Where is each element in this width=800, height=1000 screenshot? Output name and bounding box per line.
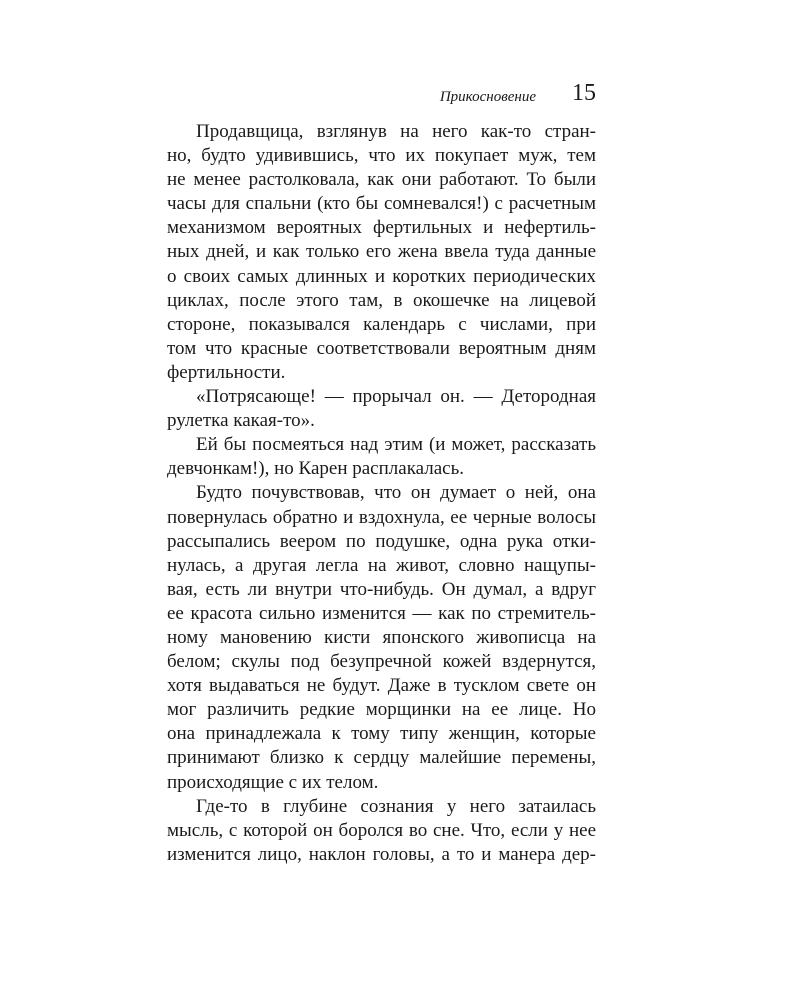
text-line: «Потрясающе! — прорычал он. — Детородная (196, 386, 596, 408)
text-line: хотя выдаваться не будут. Даже в тусклом свете он (167, 675, 596, 697)
text-line: девчонкам!), но Карен расплакалась. (167, 458, 465, 480)
body-text (167, 120, 596, 867)
text-line: нулась, а другая легла на живот, словно нащупы- (167, 554, 596, 576)
text-line: Продавщица, взглянув на него как-то стран- (196, 121, 596, 142)
text-line: том что красные соответствовали вероятным дням (167, 337, 596, 359)
text-line: рулетка какая-то». (167, 410, 315, 432)
text-line: принимают близко к сердцу малейшие перемены, (167, 747, 596, 769)
text-line: часы для спальни (кто бы сомневался!) с расчетным (167, 193, 596, 215)
text-line: ных дней, и как только его жена ввела туда данные (167, 241, 596, 263)
text-line: ному мановению кисти японского живописца на (167, 626, 596, 648)
text-line: но, будто удивившись, что их покупает муж, тем (167, 145, 596, 167)
text-line: циклах, после этого там, в окошечке на лицевой (167, 289, 596, 311)
text-line: не менее растолковала, как они работают. То были (167, 169, 596, 191)
text-line: стороне, показывался календарь с числами, при (167, 313, 596, 335)
text-line: о своих самых длинных и коротких периодических (167, 265, 596, 287)
text-line: механизмом вероятных фертильных и нефертиль- (167, 217, 596, 239)
text-line: она принадлежала к тому типу женщин, которые (167, 723, 596, 745)
text-line: происходящие с их телом. (167, 771, 379, 793)
text-line: мог различить редкие морщинки на ее лице. Но (167, 699, 596, 721)
running-title: Прикосновение (439, 89, 536, 105)
text-line: Будто почувствовав, что он думает о ней, она (196, 482, 596, 504)
text-line: Ей бы посмеяться над этим (и может, рассказать (196, 434, 596, 456)
text-line: фертильности. (167, 361, 286, 383)
text-line: изменится лицо, наклон головы, а то и манера дер- (167, 843, 596, 865)
text-line: мысль, с которой он боролся во сне. Что, если у нее (167, 819, 596, 841)
text-line: вая, есть ли внутри что-нибудь. Он думал, а вдруг (167, 578, 596, 600)
text-line: Где-то в глубине сознания у него затаилась (196, 795, 596, 817)
text-line: ее красота сильно изменится — как по стремитель- (167, 602, 596, 624)
page-number: 15 (572, 80, 596, 106)
text-line: рассыпались веером по подушке, одна рука отки- (167, 530, 596, 552)
text-line: повернулась обратно и вздохнула, ее черные волосы (167, 506, 596, 528)
text-line: белом; скулы под безупречной кожей вздернутся, (167, 651, 596, 673)
page-header (167, 80, 596, 108)
